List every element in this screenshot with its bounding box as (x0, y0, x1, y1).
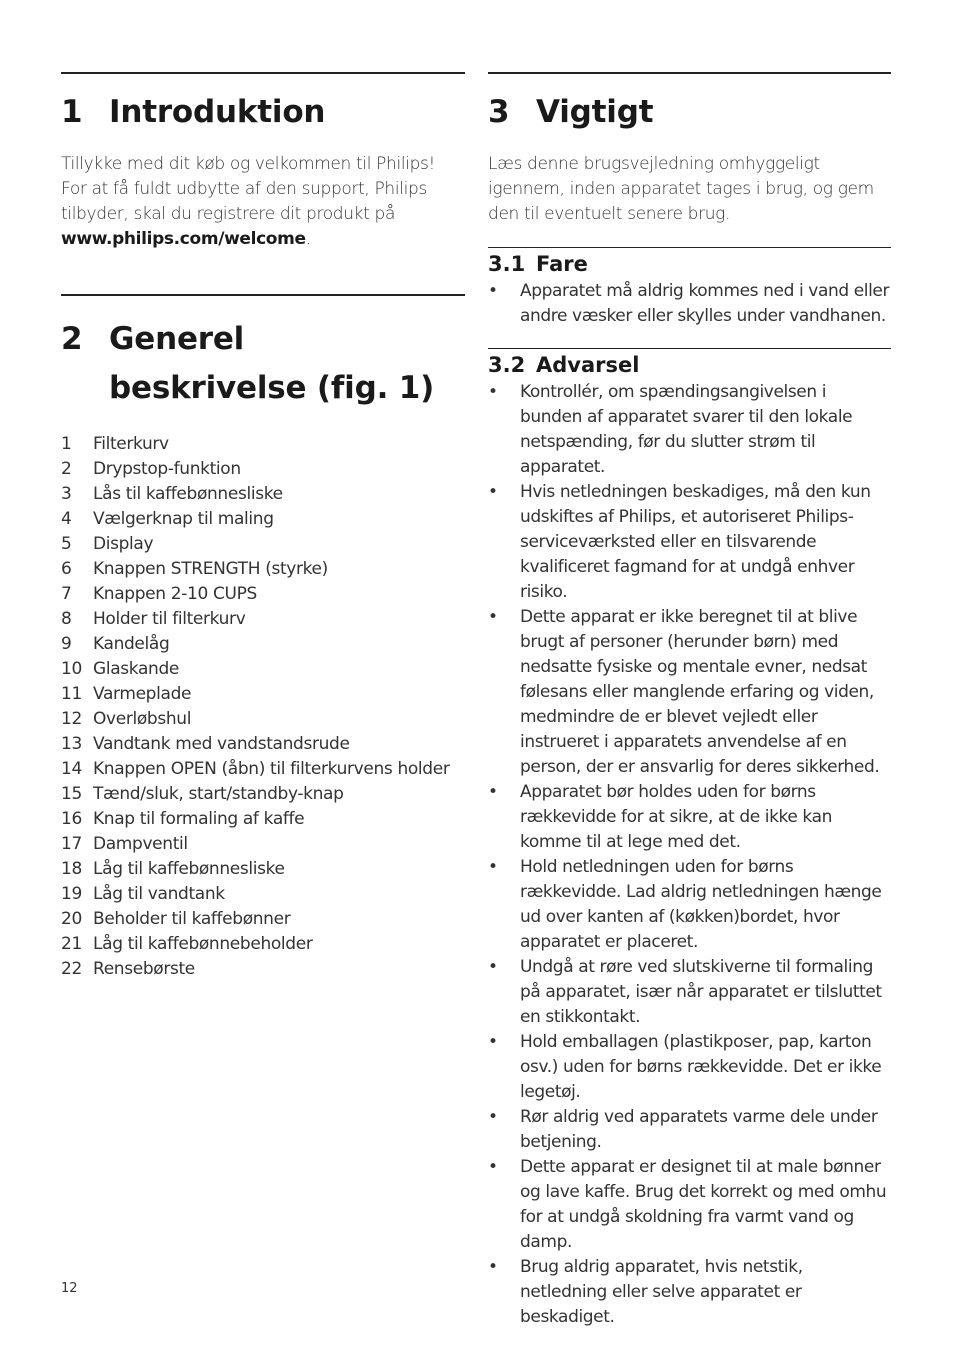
item-number: 18 (61, 859, 82, 879)
item-label: Beholder til kaffebønner (93, 909, 291, 929)
subsection-divider (488, 348, 891, 349)
intro-paragraph: Tillykke med dit køb og velkommen til Philips! For at få fuldt udbytte af den support, Philips tilbyder, skal du registrere dit produkt på www.philips.com/welcome. (61, 154, 435, 249)
item-number: 6 (61, 559, 72, 579)
item-label: Holder til filterkurv (93, 609, 246, 629)
parts-list-item (61, 457, 465, 482)
subsection-heading-fare: 3.1 Fare (488, 252, 588, 276)
bullet-text: Brug aldrig apparatet, hvis netstik, netledning eller selve apparatet er beskadiget. (520, 1257, 803, 1327)
bullet-item (488, 279, 891, 329)
bullet-text: Undgå at røre ved slutskiverne til formaling på apparatet, især når apparatet er tilsluttet en stikkontakt. (520, 957, 882, 1027)
bullet-text: Apparatet bør holdes uden for børns rækkevidde for at sikre, at de ikke kan komme til at lege med det. (520, 782, 832, 852)
item-label: Låg til vandtank (93, 884, 225, 904)
item-label: Låg til kaffebønnesliske (93, 859, 285, 879)
parts-list-item (61, 732, 465, 757)
item-number: 21 (61, 934, 82, 954)
bullet-text: Hold emballagen (plastikposer, pap, karton osv.) uden for børns rækkevidde. Det er ikke legetøj. (520, 1032, 882, 1102)
item-number: 14 (61, 759, 82, 779)
page-number: 12 (61, 1281, 78, 1296)
bullet-icon: • (488, 782, 498, 802)
item-label: Låg til kaffebønnebeholder (93, 934, 313, 954)
item-label: Display (93, 534, 154, 554)
parts-list-item (61, 582, 465, 607)
item-label: Dampventil (93, 834, 188, 854)
item-label: Overløbshul (93, 709, 192, 729)
item-number: 15 (61, 784, 82, 804)
item-number: 13 (61, 734, 82, 754)
item-number: 16 (61, 809, 82, 829)
section-heading-generel: 2 Generel beskrivelse (fig. 1) (61, 321, 435, 406)
item-label: Knappen OPEN (åbn) til filterkurvens holder (93, 759, 450, 779)
item-label: Glaskande (93, 659, 180, 679)
item-label: Knappen STRENGTH (styrke) (93, 559, 328, 579)
item-label: Vælgerknap til maling (93, 509, 274, 529)
item-number: 5 (61, 534, 72, 554)
item-number: 17 (61, 834, 82, 854)
bullet-icon: • (488, 1032, 498, 1052)
parts-list (61, 432, 465, 982)
bullet-item (488, 1255, 891, 1330)
parts-list-item (61, 707, 465, 732)
bullet-icon: • (488, 957, 498, 977)
bullet-item (488, 480, 891, 605)
item-label: Rensebørste (93, 959, 195, 979)
bullet-icon: • (488, 1257, 498, 1277)
item-number: 19 (61, 884, 82, 904)
item-number: 2 (61, 459, 72, 479)
parts-list-item (61, 857, 465, 882)
bullet-icon: • (488, 482, 498, 502)
bullet-text: Hvis netledningen beskadiges, må den kun udskiftes af Philips, et autoriseret Philips-serviceværksted eller en tilsvarende kvalificeret fagmand for at undgå enhver risiko. (520, 482, 871, 602)
section-divider (61, 294, 465, 296)
parts-list-item (61, 907, 465, 932)
item-label: Varmeplade (93, 684, 192, 704)
bullet-item (488, 855, 891, 955)
right-column (488, 72, 891, 1330)
item-label: Filterkurv (93, 434, 169, 454)
subsection-heading-advarsel: 3.2 Advarsel (488, 353, 640, 377)
item-number: 9 (61, 634, 72, 654)
bullet-icon: • (488, 382, 498, 402)
parts-list-item (61, 757, 465, 782)
bullet-icon: • (488, 281, 498, 301)
bullet-text: Kontrollér, om spændingsangivelsen i bunden af apparatet svarer til den lokale netspænding, før du slutter strøm til apparatet. (520, 382, 853, 477)
bullet-text: Hold netledningen uden for børns rækkevidde. Lad aldrig netledningen hænge ud over kanten af (køkken)bordet, hvor apparatet er placeret. (520, 857, 882, 952)
bullet-icon: • (488, 1107, 498, 1127)
subsection-divider (488, 247, 891, 248)
item-number: 8 (61, 609, 72, 629)
bullet-item (488, 1105, 891, 1155)
bullet-item (488, 955, 891, 1030)
welcome-url: www.philips.com/welcome (61, 229, 306, 249)
item-number: 11 (61, 684, 82, 704)
item-label: Kandelåg (93, 634, 170, 654)
parts-list-item (61, 432, 465, 457)
parts-list-item (61, 607, 465, 632)
important-paragraph: Læs denne brugsvejledning omhyggeligt igennem, inden apparatet tages i brug, og gem den til eventuelt senere brug. (488, 154, 874, 224)
parts-list-item (61, 532, 465, 557)
section-divider (488, 72, 891, 74)
item-number: 4 (61, 509, 72, 529)
item-label: Knap til formaling af kaffe (93, 809, 305, 829)
parts-list-item (61, 932, 465, 957)
item-number: 7 (61, 584, 72, 604)
bullet-text: Dette apparat er ikke beregnet til at blive brugt af personer (herunder børn) med nedsatte fysiske og mentale evner, nedsat følesans eller manglende erfaring og viden, medmindre de er blevet vejledt eller instrueret i apparatets anvendelse af en person, der er ansvarlig for deres sikkerhed. (520, 607, 880, 777)
item-label: Drypstop-funktion (93, 459, 241, 479)
warning-list (488, 380, 891, 1330)
bullet-icon: • (488, 607, 498, 627)
bullet-text: Rør aldrig ved apparatets varme dele under betjening. (520, 1107, 878, 1152)
parts-list-item (61, 807, 465, 832)
bullet-text: Apparatet må aldrig kommes ned i vand eller andre væsker eller skylles under vandhanen. (520, 281, 890, 326)
bullet-item (488, 1030, 891, 1105)
parts-list-item (61, 782, 465, 807)
parts-list-item (61, 557, 465, 582)
item-number: 1 (61, 434, 72, 454)
section-heading-introduktion: 1 Introduktion (61, 94, 326, 130)
bullet-icon: • (488, 857, 498, 877)
item-number: 10 (61, 659, 82, 679)
item-number: 20 (61, 909, 82, 929)
item-label: Knappen 2-10 CUPS (93, 584, 257, 604)
item-label: Tænd/sluk, start/standby-knap (93, 784, 344, 804)
item-label: Lås til kaffebønnesliske (93, 484, 283, 504)
item-label: Vandtank med vandstandsrude (93, 734, 350, 754)
parts-list-item (61, 882, 465, 907)
danger-list (488, 279, 891, 329)
bullet-icon: • (488, 1157, 498, 1177)
bullet-item (488, 780, 891, 855)
section-divider (61, 72, 465, 74)
parts-list-item (61, 482, 465, 507)
bullet-item (488, 380, 891, 480)
parts-list-item (61, 657, 465, 682)
left-column (61, 72, 465, 982)
parts-list-item (61, 832, 465, 857)
bullet-item (488, 605, 891, 780)
item-number: 12 (61, 709, 82, 729)
section-heading-vigtigt: 3 Vigtigt (488, 94, 654, 130)
item-number: 3 (61, 484, 72, 504)
item-number: 22 (61, 959, 82, 979)
parts-list-item (61, 957, 465, 982)
bullet-item (488, 1155, 891, 1255)
parts-list-item (61, 682, 465, 707)
parts-list-item (61, 632, 465, 657)
parts-list-item (61, 507, 465, 532)
bullet-text: Dette apparat er designet til at male bønner og lave kaffe. Brug det korrekt og med omhu for at undgå skoldning fra varmt vand og damp. (520, 1157, 887, 1252)
